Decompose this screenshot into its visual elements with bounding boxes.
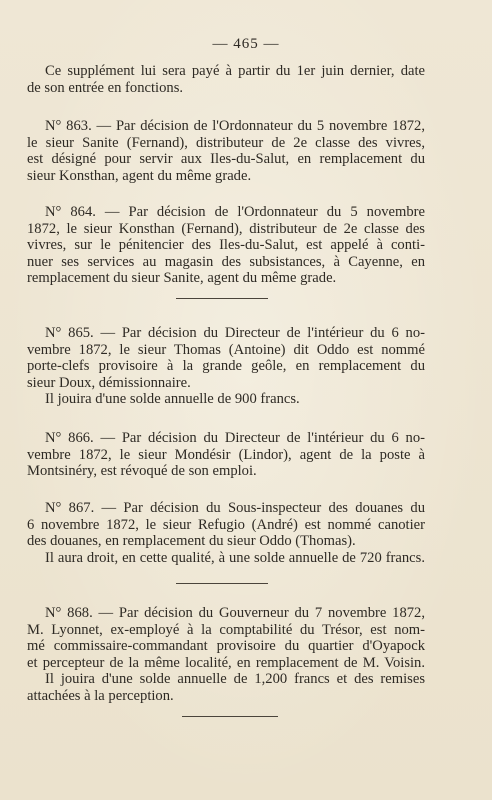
paragraph-864 bbox=[27, 204, 425, 287]
text-line: nuer ses services au magasin des subsistances, à Cayenne, en bbox=[27, 253, 425, 270]
text-line: M. Lyonnet, ex-employé à la comptabilité du Trésor, est nom- bbox=[27, 621, 425, 638]
text-line: vembre 1872, le sieur Mondésir (Lindor), agent de la poste à bbox=[27, 446, 425, 463]
paragraph-intro bbox=[27, 63, 425, 96]
text-line: N° 866. — Par décision du Directeur de l'intérieur du 6 no- bbox=[45, 430, 425, 446]
text-line: Il jouira d'une solde annuelle de 1,200 francs et des remises bbox=[45, 671, 425, 688]
section-divider bbox=[176, 298, 268, 299]
paragraph-868 bbox=[27, 605, 425, 705]
text-line: de son entrée en fonctions. bbox=[27, 79, 184, 96]
text-line: vembre 1872, le sieur Thomas (Antoine) dit Oddo est nommé bbox=[27, 341, 425, 358]
text-line: N° 863. — Par décision de l'Ordonnateur du 5 novembre 1872, bbox=[45, 118, 425, 134]
paragraph-865 bbox=[27, 325, 425, 408]
page-number: — 465 — bbox=[212, 36, 280, 52]
text-line: N° 867. — Par décision du Sous-inspecteur des douanes du bbox=[45, 500, 425, 516]
section-divider bbox=[176, 583, 268, 584]
text-line: le sieur Sanite (Fernand), distributeur de 2e classe des vivres, bbox=[27, 134, 425, 151]
text-line: N° 864. — Par décision de l'Ordonnateur du 5 novembre bbox=[45, 204, 425, 220]
text-line: Il aura droit, en cette qualité, à une solde annuelle de 720 francs. bbox=[45, 549, 425, 566]
text-line: porte-clefs provisoire à la grande geôle, en remplacement du bbox=[27, 358, 425, 375]
text-line: 1872, le sieur Konsthan (Fernand), distributeur de 2e classe des bbox=[27, 220, 425, 237]
text-line: des douanes, en remplacement du sieur Oddo (Thomas). bbox=[27, 533, 356, 550]
paragraph-863 bbox=[27, 118, 425, 184]
text-line: et percepteur de la même localité, en remplacement de M. Voisin. bbox=[27, 654, 425, 671]
text-line: attachées à la perception. bbox=[27, 687, 174, 704]
text-line: remplacement du sieur Sanite, agent du même grade. bbox=[27, 270, 337, 287]
text-line: sieur Doux, démissionnaire. bbox=[27, 374, 191, 391]
text-line: mé commissaire-commandant provisoire du quartier d'Oyapock bbox=[27, 638, 425, 655]
text-line: Il jouira d'une solde annuelle de 900 francs. bbox=[45, 391, 300, 408]
text-line: 6 novembre 1872, le sieur Refugio (André) est nommé canotier bbox=[27, 516, 425, 533]
text-line: est désigné pour servir aux Iles-du-Salut, en remplacement du bbox=[27, 151, 425, 168]
text-line: N° 865. — Par décision du Directeur de l'intérieur du 6 no- bbox=[45, 325, 425, 341]
text-line: Montsinéry, est révoqué de son emploi. bbox=[27, 463, 257, 480]
text-line: Ce supplément lui sera payé à partir du 1er juin dernier, date bbox=[45, 63, 425, 79]
paragraph-867 bbox=[27, 500, 425, 566]
text-line: N° 868. — Par décision du Gouverneur du 7 novembre 1872, bbox=[45, 605, 425, 621]
paragraph-866 bbox=[27, 430, 425, 480]
section-divider bbox=[182, 716, 278, 717]
text-line: sieur Konsthan, agent du même grade. bbox=[27, 167, 252, 184]
text-line: vivres, sur le pénitencier des Iles-du-Salut, est appelé à conti- bbox=[27, 237, 425, 254]
